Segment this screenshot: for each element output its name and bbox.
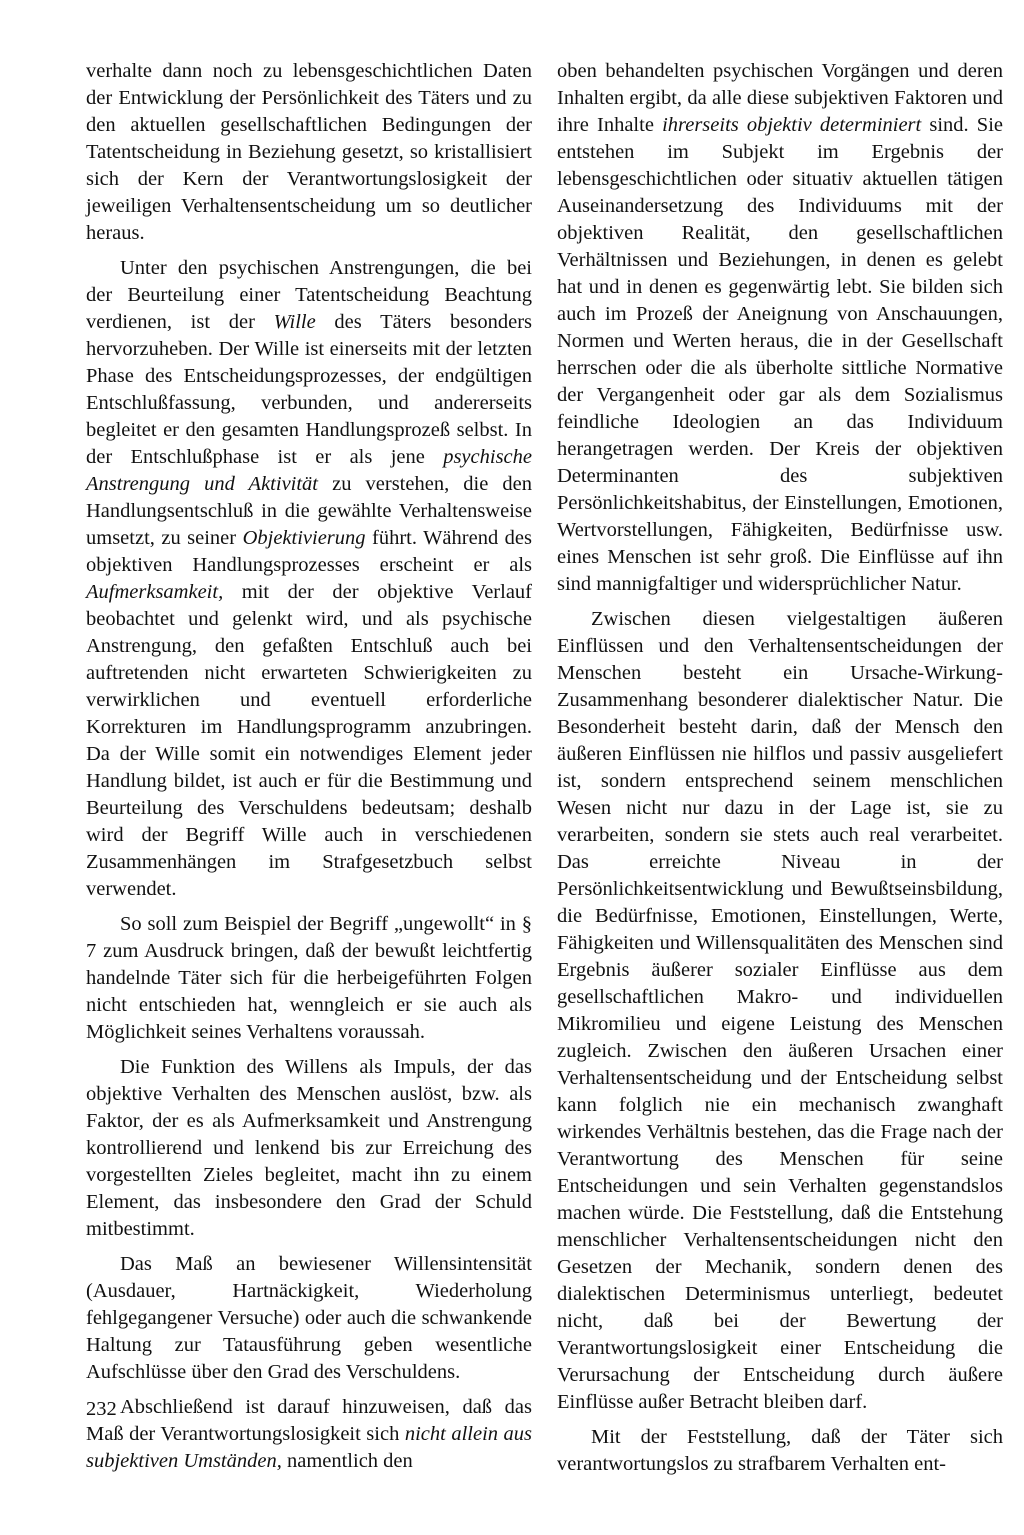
text-run: sind. Sie entstehen im Subjekt im Ergebnis der lebensgeschichtlichen oder situativ aktuellen tätigen Auseinandersetzung des Individuums mit der objektiven Realität, den gesellschaftlichen Verhältnissen und Beziehungen, in denen es gelebt hat und in denen es gegenwärtig lebt. Sie bilden sich auch im Prozeß der Aneignung von Anschauungen, Normen und Werten heraus, die in der Gesellschaft herrschen oder die als überholte sittliche Normative der Vergangenheit oder gar als dem Sozialismus feindliche Ideologien an das Individuum herangetragen werden. Der Kreis der objektiven Determinanten des subjektiven Persönlichkeitshabitus, der Einstellungen, Emotionen, Wertvorstellungen, Fähigkeiten, Bedürfnisse usw. eines Menschen ist sehr groß. Die Einflüsse auf ihn sind mannigfaltiger und widersprüchlicher Natur. [557, 114, 1003, 595]
text-run: Das Maß an bewiesener Willensintensität (Ausdauer, Hartnäckigkeit, Wiederholung fehlgegangener Versuche) oder auch die schwankende Haltung zur Tatausführung geben wesentliche Aufschlüsse über den Grad des Verschuldens. [86, 1253, 532, 1383]
text-run: Abschließend ist darauf hinzuweisen, daß das Maß der Verantwortungslosigkeit sich [86, 1396, 532, 1445]
paragraph [86, 911, 532, 1046]
text-run: So soll zum Beispiel der Begriff „ungewollt“ in § 7 zum Ausdruck bringen, daß der bewußt leichtfertig handelnde Täter sich für die herbeigeführten Folgen nicht entschieden hat, wenngleich er sie auch als Möglichkeit seines Verhaltens voraussah. [86, 913, 532, 1043]
paragraph [557, 606, 1003, 1416]
paragraph [86, 1054, 532, 1243]
text-run: führt. Während des objektiven Handlungsprozesses erscheint er als [86, 527, 532, 576]
text-run: Unter den psychischen Anstrengungen, die bei der Beurteilung einer Tatentscheidung Beachtung verdienen, ist der [86, 257, 532, 333]
text-run: verhalte dann noch zu lebensgeschichtlichen Daten der Entwicklung der Persönlichkeit des Täters und zu den aktuellen gesellschaftlichen Bedingungen der Tatentscheidung in Beziehung gesetzt, so kristallisiert sich der Kern der Verantwortungslosigkeit der jeweiligen Verhaltensentscheidung um so deutlicher heraus. [86, 60, 532, 244]
italic-text: Objektivierung [242, 527, 366, 549]
text-run: oben behandelten psychischen Vorgängen und deren Inhalten ergibt, da alle diese subjektiven Faktoren und ihre Inhalte [557, 60, 1003, 136]
text-run: Die Funktion des Willens als Impuls, der das objektive Verhalten des Menschen auslöst, bzw. als Faktor, der es als Aufmerksamkeit und Anstrengung kontrollierend und lenkend bis zur Erreichung des vorgestellten Zieles begleitet, macht ihn zu einem Element, das insbesondere den Grad der Schuld mitbestimmt. [86, 1056, 532, 1240]
text-run: Zwischen diesen vielgestaltigen äußeren Einflüssen und den Verhaltensentscheidungen der Menschen besteht ein Ursache-Wirkung-Zusammenhang besonderer dialektischer Natur. Die Besonderheit besteht darin, daß der Mensch den äußeren Einflüssen nie hilflos und passiv ausgeliefert ist, sondern entsprechend seinem menschlichen Wesen nicht nur dazu in der Lage ist, sie zu verarbeiten, sondern sie stets auch real verarbeitet. Das erreichte Niveau in der Persönlichkeitsentwicklung und Bewußtseinsbildung, die Bedürfnisse, Emotionen, Einstellungen, Werte, Fähigkeiten und Willensqualitäten des Menschen sind Ergebnis äußerer sozialer Einflüsse aus dem gesellschaftlichen Makro- und individuellen Mikromilieu und eigene Leistung des Menschen zugleich. Zwischen den äußeren Ursachen einer Verhaltensentscheidung und der Entscheidung selbst kann folglich nie ein mechanisch zwanghaft wirkendes Verhältnis bestehen, das die Frage nach der Verantwortung des Menschen für seine Entscheidungen und sein Verhalten gegenstandslos machen würde. Die Feststellung, daß die Entstehung menschlicher Verhaltensentscheidungen nicht den Gesetzen der Mechanik, sondern denen des dialektischen Determinismus unterliegt, bedeutet nicht, daß bei der Bewertung der Verantwortungslosigkeit einer Entscheidung die Verursachung der Entscheidung durch äußere Einflüsse außer Betracht bleiben darf. [557, 608, 1003, 1413]
italic-text: ihrerseits objektiv determiniert [662, 114, 922, 136]
text-run: mit der der objektive Verlauf beobachtet und gelenkt wird, und als psychische Anstrengung, den gefaßten Entschluß auch bei auftretenden nicht erwarteten Schwierigkeiten zu verwirklichen und eventuell erforderliche Korrekturen im Handlungsprogramm anzubringen. Da der Wille somit ein notwendiges Element jeder Handlung bildet, ist auch er für die Bestimmung und Beurteilung des Verschuldens bedeutsam; deshalb wird der Begriff Wille auch in verschiedenen Zusammenhängen im Strafgesetzbuch selbst verwendet. [86, 581, 532, 900]
italic-text: nicht allein aus subjektiven Umständen, [86, 1423, 533, 1472]
page-number: 232 [86, 1398, 117, 1420]
paragraph [86, 1251, 532, 1386]
paragraph [86, 1394, 532, 1475]
paragraph [557, 58, 1003, 598]
text-run: namentlich den [281, 1450, 413, 1472]
right-column [557, 58, 1003, 1486]
paragraph [86, 58, 532, 247]
italic-text: Wille [273, 311, 316, 333]
left-column [86, 58, 532, 1483]
text-run: zu verstehen, die den Handlungsentschluß in die gewählte Verhaltensweise umsetzt, zu seiner [86, 473, 533, 549]
paragraph [86, 255, 532, 903]
paragraph [557, 1424, 1003, 1478]
text-run: Mit der Feststellung, daß der Täter sich verantwortungslos zu strafbarem Verhalten ent- [557, 1426, 1003, 1475]
text-run: des Täters besonders hervorzuheben. Der Wille ist einerseits mit der letzten Phase des Entscheidungsprozesses, der endgültigen Entschlußfassung, verbunden, und andererseits begleitet er den gesamten Handlungsprozeß selbst. In der Entschlußphase ist er als jene [86, 311, 532, 468]
italic-text: psychische Anstrengung und Aktivität [86, 446, 532, 495]
italic-text: Aufmerksamkeit, [86, 581, 224, 603]
